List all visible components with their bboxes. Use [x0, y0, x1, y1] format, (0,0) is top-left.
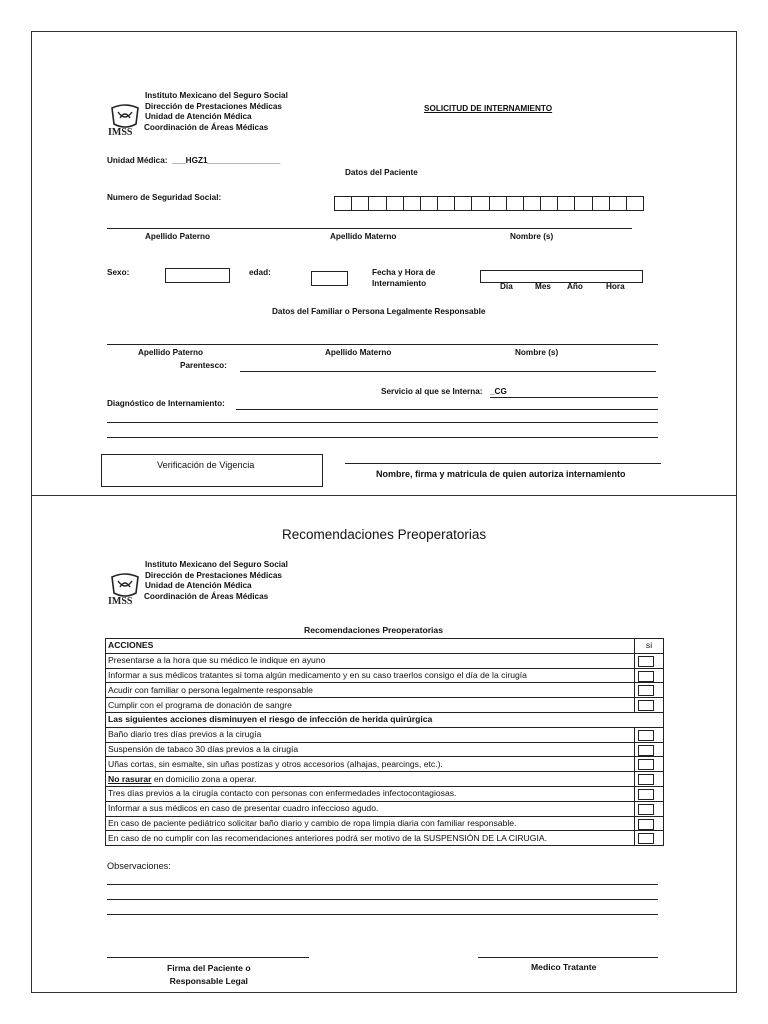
- row-checkbox[interactable]: [635, 742, 664, 757]
- institution-block: [145, 91, 288, 133]
- fecha-label-line1: Fecha y Hora de: [372, 268, 436, 277]
- row-checkbox[interactable]: [635, 772, 664, 787]
- servicio-line: [490, 397, 658, 398]
- hora-label: Hora: [606, 282, 625, 291]
- parentesco-label: Parentesco:: [180, 361, 227, 370]
- row-text: Informar a sus médicos en caso de presentar cuadro infeccioso agudo.: [106, 801, 635, 816]
- datos-paciente-heading: Datos del Paciente: [345, 168, 418, 177]
- row-checkbox[interactable]: [635, 653, 664, 668]
- sexo-field[interactable]: [165, 268, 230, 283]
- row-checkbox[interactable]: [635, 757, 664, 772]
- table-row: [106, 698, 664, 713]
- imss-logo: [108, 102, 142, 136]
- familiar-nombre-label: Nombre (s): [515, 348, 559, 357]
- familiar-heading: Datos del Familiar o Persona Legalmente Responsable: [272, 307, 486, 316]
- mes-label: Mes: [535, 282, 551, 291]
- row-checkbox[interactable]: [635, 816, 664, 831]
- col-acciones: ACCIONES: [106, 639, 635, 654]
- institution-line: Unidad de Atención Médica: [145, 112, 252, 121]
- unidad-medica-label: Unidad Médica:: [107, 156, 168, 165]
- row-checkbox[interactable]: [635, 698, 664, 713]
- firma-paciente-line1: Firma del Paciente o: [167, 963, 251, 973]
- row-checkbox[interactable]: [635, 786, 664, 801]
- observaciones-label: Observaciones:: [107, 861, 171, 871]
- preop-main-title: Recomendaciones Preoperatorias: [282, 527, 487, 542]
- institution-line: Coordinación de Áreas Médicas: [144, 122, 269, 132]
- row-checkbox[interactable]: [635, 683, 664, 698]
- firma-autoriza-line[interactable]: [345, 463, 661, 464]
- row-checkbox[interactable]: [635, 831, 664, 846]
- apellido-materno-label: Apellido Materno: [330, 232, 397, 241]
- row-text: Cumplir con el programa de donación de sangre: [106, 698, 635, 713]
- row-checkbox[interactable]: [635, 727, 664, 742]
- institution-line: Dirección de Prestaciones Médicas: [145, 570, 282, 580]
- edad-label: edad:: [249, 268, 271, 277]
- row-checkbox[interactable]: [635, 801, 664, 816]
- medico-tratante-label: Medico Tratante: [531, 962, 597, 972]
- institution-block-2: [145, 560, 288, 602]
- edad-field[interactable]: [311, 271, 348, 286]
- row-text: En caso de paciente pediátrico solicitar baño diario y cambio de ropa limpia diaria con familiar responsable.: [106, 816, 635, 831]
- col-si: si: [635, 639, 664, 654]
- institution-line: Coordinación de Áreas Médicas: [144, 591, 269, 601]
- nss-label: Numero de Seguridad Social:: [107, 193, 222, 202]
- nombre-label: Nombre (s): [510, 232, 554, 241]
- form-title: SOLICITUD DE INTERNAMIENTO: [424, 104, 553, 113]
- dia-label: Día: [500, 282, 513, 291]
- unidad-medica-value[interactable]: ___HGZ1________________: [172, 156, 281, 165]
- recommendations-table: [105, 638, 664, 846]
- table-row: [106, 786, 664, 801]
- row-text: [106, 772, 635, 787]
- diagnostico-line-2[interactable]: [107, 422, 658, 423]
- table-row: [106, 772, 664, 787]
- ano-label: Año: [567, 282, 583, 291]
- table-section-row: [106, 712, 664, 727]
- firma-paciente-line2: Responsable Legal: [169, 976, 248, 986]
- sexo-label: Sexo:: [107, 268, 130, 277]
- rasurar-rest-text: en domicilio zona a operar.: [151, 773, 257, 784]
- imss-logo-2: [108, 571, 142, 605]
- diagnostico-line-3[interactable]: [107, 437, 658, 438]
- institution-line: Instituto Mexicano del Seguro Social: [145, 91, 288, 100]
- verificacion-vigencia-label: Verificación de Vigencia: [157, 460, 255, 470]
- table-row: [106, 757, 664, 772]
- row-text: Uñas cortas, sin esmalte, sin uñas postizas y otros accesorios (alhajas, pearcings, etc.).: [106, 757, 635, 772]
- firma-paciente-label: [167, 962, 251, 988]
- nss-input-grid[interactable]: [334, 196, 644, 211]
- row-text: En caso de no cumplir con las recomendaciones anteriores podrá ser motivo de la SUSPENSIÓN DE LA CIRUGIA.: [106, 831, 635, 846]
- row-text: Acudir con familiar o persona legalmente responsable: [106, 683, 635, 698]
- servicio-value[interactable]: _CG: [490, 387, 507, 396]
- logo-text-2: IMSS: [108, 596, 133, 605]
- logo-text: IMSS: [108, 127, 133, 136]
- patient-name-line[interactable]: [107, 228, 632, 229]
- table-row: [106, 668, 664, 683]
- observaciones-line-1[interactable]: [107, 884, 658, 885]
- preop-table-title: Recomendaciones Preoperatorias: [304, 625, 443, 635]
- row-text: Presentarse a la hora que su médico le indique en ayuno: [106, 653, 635, 668]
- observaciones-line-3[interactable]: [107, 914, 658, 915]
- institution-line: Unidad de Atención Médica: [145, 581, 252, 590]
- familiar-name-line[interactable]: [107, 344, 658, 345]
- section-divider: [31, 495, 737, 496]
- section-heading: Las siguientes acciones disminuyen el riesgo de infección de herida quirúrgica: [106, 712, 664, 727]
- servicio-label: Servicio al que se Interna:: [381, 387, 483, 396]
- firma-autoriza-label: Nombre, firma y matricula de quien autoriza internamiento: [376, 469, 626, 479]
- no-rasurar-text: No rasurar: [108, 773, 152, 784]
- table-row: [106, 831, 664, 846]
- institution-line: Dirección de Prestaciones Médicas: [145, 101, 282, 111]
- firma-paciente-line[interactable]: [107, 957, 309, 958]
- familiar-apellido-paterno-label: Apellido Paterno: [138, 348, 204, 357]
- diagnostico-label: Diagnóstico de Internamiento:: [107, 399, 225, 408]
- table-row: [106, 727, 664, 742]
- institution-line: Instituto Mexicano del Seguro Social: [145, 560, 288, 569]
- row-text: Baño diario tres días previos a la cirugía: [106, 727, 635, 742]
- row-checkbox[interactable]: [635, 668, 664, 683]
- observaciones-line-2[interactable]: [107, 899, 658, 900]
- table-row: [106, 801, 664, 816]
- fecha-label-line2: Internamiento: [372, 278, 427, 288]
- table-row: [106, 816, 664, 831]
- parentesco-line[interactable]: [240, 371, 656, 372]
- apellido-paterno-label: Apellido Paterno: [145, 232, 211, 241]
- row-text: Tres días previos a la cirugía contacto con personas con enfermedades infectocontagiosas.: [106, 786, 635, 801]
- row-text: Suspensión de tabaco 30 días previos a la cirugía: [106, 742, 635, 757]
- row-text: Informar a sus médicos tratantes si toma algún medicamento y en su caso traerlos consigo el día de la cirugía: [106, 668, 635, 683]
- table-header-row: [106, 639, 664, 654]
- table-row: [106, 653, 664, 668]
- table-row: [106, 683, 664, 698]
- fecha-label: [372, 268, 435, 289]
- table-row: [106, 742, 664, 757]
- medico-tratante-line[interactable]: [478, 957, 658, 958]
- diagnostico-line[interactable]: [236, 409, 658, 410]
- familiar-apellido-materno-label: Apellido Materno: [325, 348, 392, 357]
